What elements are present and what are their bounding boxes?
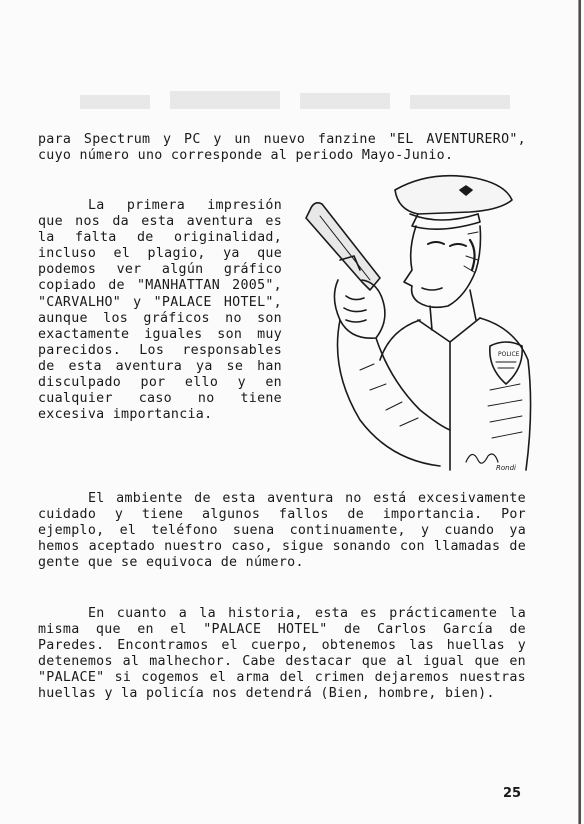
page-number: 25 bbox=[503, 786, 522, 801]
paragraph-2-text: La primera impresión que nos da esta aventura es la falta de originalidad, incluso el plagio, ya que podemos ver algún gráfico copiado de "MANHATTAN 2005", "CARVALHO" y "PALACE HOTEL", aunque los gráficos no son exactamente iguales son muy parecidos. Los responsables de esta aventura ya se han disculpado por ello y en cualquier caso no tiene excesiva importancia. bbox=[38, 198, 282, 423]
paragraph-1-text: para Spectrum y PC y un nuevo fanzine "EL AVENTURERO", cuyo número uno corresponde al periodo Mayo-Junio. bbox=[38, 132, 526, 164]
paragraph-1 bbox=[38, 132, 526, 164]
paragraph-4-text: En cuanto a la historia, esta es prácticamente la misma que en el "PALACE HOTEL" de Carlos García de Paredes. Encontramos el cuerpo, obtenemos las huellas y detenemos al malhechor. Cabe destacar que al igual que en "PALACE" si cogemos el arma del crimen dejaremos nuestras huellas y la policía nos detendrá (Bien, hombre, bien). bbox=[38, 606, 526, 702]
badge-label: POLICE bbox=[498, 351, 520, 358]
artist-signature: Rondi bbox=[496, 464, 516, 472]
paragraph-3-text: El ambiente de esta aventura no está excesivamente cuidado y tiene algunos fallos de importancia. Por ejemplo, el teléfono suena continuamente, y cuando ya hemos aceptado nuestro caso, sigue sonando con llamadas de gente que se equivoca de número. bbox=[38, 491, 526, 571]
page-edge bbox=[578, 0, 581, 824]
paragraph-3 bbox=[38, 491, 526, 571]
bleed-through-text bbox=[80, 85, 520, 115]
paragraph-2 bbox=[38, 198, 282, 423]
paragraph-4 bbox=[38, 606, 526, 703]
police-officer-illustration bbox=[300, 170, 536, 490]
